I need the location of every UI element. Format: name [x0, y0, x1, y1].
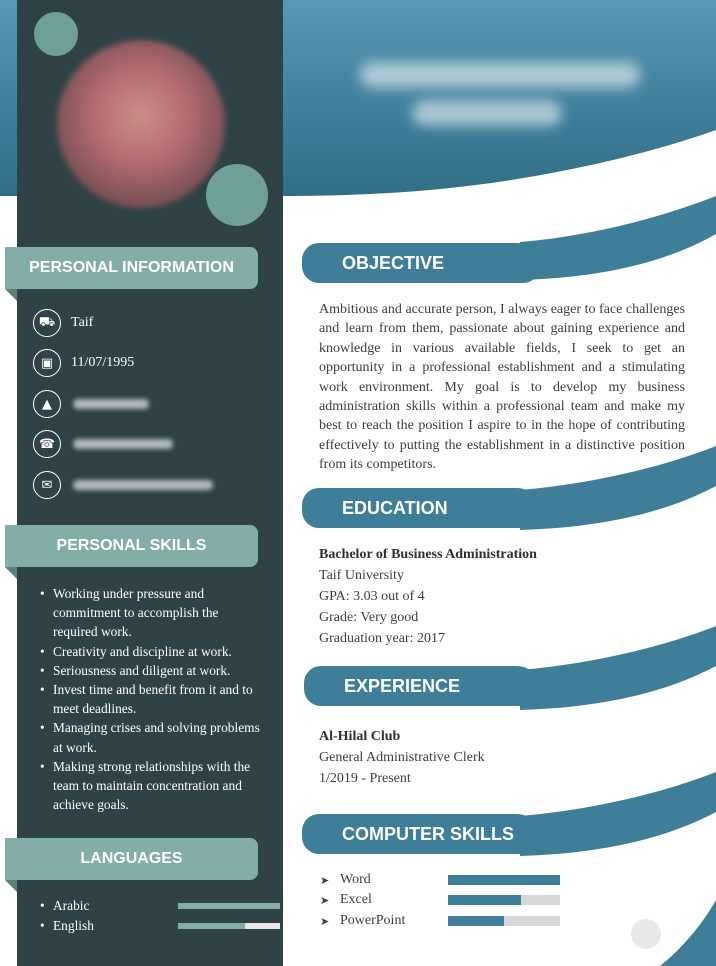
person-icon: ▲ [33, 390, 61, 418]
computer-skill-name: PowerPoint [340, 913, 406, 928]
computer-skill-fill [448, 916, 504, 926]
list-item: • Creativity and discipline at work. [40, 642, 265, 661]
computer-skill-bar [448, 916, 560, 926]
education-title: EDUCATION [342, 497, 448, 518]
car-icon: ⛟ [33, 309, 61, 337]
languages-header [5, 838, 258, 880]
profile-photo [57, 40, 225, 208]
list-item: • Working under pressure and commitment to accomplish the required work. [40, 584, 265, 642]
decorative-circle [206, 164, 268, 226]
language-row-arabic [40, 896, 280, 916]
computer-skill-bar [448, 875, 560, 885]
experience-details [319, 727, 485, 790]
education-header [302, 488, 540, 528]
info-birthdate: 11/07/1995 [71, 355, 135, 370]
blurred-name-line-2 [412, 100, 562, 126]
decorative-circle [34, 12, 78, 56]
corner-wave [640, 900, 716, 966]
language-level-fill [178, 903, 280, 909]
computer-skill-name: Word [340, 872, 371, 887]
experience-role: General Administrative Clerk [319, 750, 485, 765]
info-person-row [33, 389, 149, 419]
computer-skill-row-word [320, 870, 560, 890]
list-item: • Managing crises and solving problems at work. [40, 718, 265, 756]
list-item: • Making strong relationships with the team to maintain concentration and achieve goals. [40, 757, 265, 815]
arrow-icon: ➤ [320, 914, 330, 928]
info-phone-row [33, 429, 173, 459]
redacted-text [73, 399, 149, 409]
experience-period: 1/2019 - Present [319, 771, 411, 786]
computer-skill-fill [448, 895, 521, 905]
education-university: Taif University [319, 568, 404, 583]
info-city-row [33, 308, 93, 338]
personal-skills-header [5, 525, 258, 567]
redacted-text [73, 480, 213, 490]
education-grade: Grade: Very good [319, 610, 419, 625]
education-gpa: GPA: 3.03 out of 4 [319, 589, 425, 604]
language-name: • English [40, 918, 178, 934]
experience-swoosh [520, 626, 716, 716]
education-swoosh [520, 446, 716, 536]
computer-skill-row-excel [320, 890, 560, 910]
language-name: • Arabic [40, 898, 178, 914]
experience-title: EXPERIENCE [344, 675, 461, 696]
languages-title: LANGUAGES [80, 850, 183, 867]
info-birthdate-row [33, 348, 134, 378]
redacted-text [73, 439, 173, 449]
objective-title: OBJECTIVE [342, 252, 445, 273]
list-item: • Invest time and benefit from it and to meet deadlines. [40, 680, 265, 718]
objective-text: Ambitious and accurate person, I always eager to face challenges and learn from them, passionate about gaining experience and knowledge in various available fields, I seek to get an opportunity in a professional establishment and a stimulating work environment. My goal is to develop my business administration skills within a professional team and make my best to reach the position I aspire to in the hope of contributing effectively to putting the establishment in a distinctive position from its competitors. [319, 302, 685, 473]
education-degree: Bachelor of Business Administration [319, 547, 537, 562]
experience-header [304, 666, 540, 706]
personal-information-header [5, 247, 258, 289]
envelope-icon: ✉ [33, 471, 61, 499]
computer-skill-name: Excel [340, 892, 372, 907]
language-level-bar [178, 903, 280, 909]
computer-skill-row-powerpoint [320, 911, 560, 931]
education-graduation: Graduation year: 2017 [319, 631, 445, 646]
computer-skills-title: COMPUTER SKILLS [342, 823, 515, 844]
objective-swoosh [520, 196, 716, 286]
id-card-icon: ▣ [33, 349, 61, 377]
language-level-bar [178, 923, 280, 929]
list-item: • Seriousness and diligent at work. [40, 661, 265, 680]
info-city: Taif [71, 315, 94, 330]
computer-skill-fill [448, 875, 560, 885]
language-level-fill [178, 923, 246, 929]
blurred-name-line-1 [360, 62, 640, 88]
language-row-english [40, 916, 280, 936]
computer-skills-header [302, 814, 540, 854]
arrow-icon: ➤ [320, 893, 330, 907]
objective-header [302, 243, 540, 283]
personal-skills-list [40, 584, 265, 814]
personal-skills-title: PERSONAL SKILLS [56, 537, 207, 554]
education-details [319, 545, 537, 650]
phone-icon: ☎ [33, 430, 61, 458]
arrow-icon: ➤ [320, 873, 330, 887]
personal-information-title: PERSONAL INFORMATION [29, 259, 234, 276]
computer-skill-bar [448, 895, 560, 905]
computer-skills-swoosh [520, 772, 716, 862]
info-email-row [33, 470, 213, 500]
experience-organization: Al-Hilal Club [319, 729, 401, 744]
